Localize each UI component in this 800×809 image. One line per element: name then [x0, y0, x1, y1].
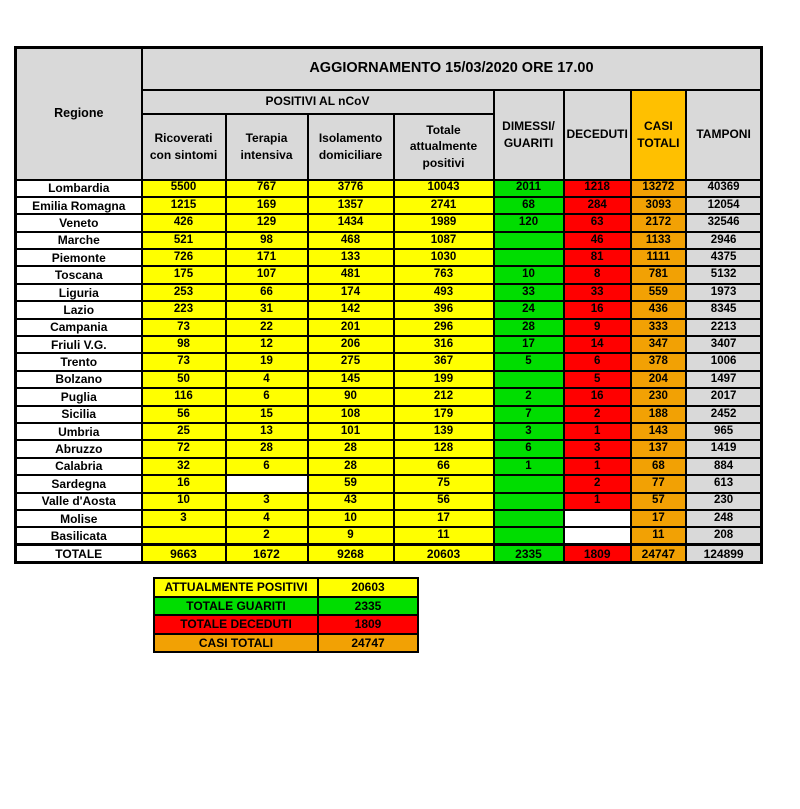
- summary-value: 24747: [318, 634, 418, 653]
- value-cell: 230: [686, 493, 762, 510]
- value-cell: 143: [631, 423, 686, 440]
- table-row: [16, 527, 762, 544]
- value-cell: 120: [494, 214, 564, 231]
- value-cell: [494, 232, 564, 249]
- table-row: [16, 301, 762, 318]
- value-cell: 10: [308, 510, 394, 527]
- value-cell: 2452: [686, 406, 762, 423]
- value-cell: 33: [564, 284, 631, 301]
- value-cell: 5: [494, 353, 564, 370]
- value-cell: 208: [686, 527, 762, 544]
- summary-value: 20603: [318, 578, 418, 597]
- value-cell: 28: [308, 458, 394, 475]
- value-cell: 116: [142, 388, 226, 405]
- table-row: [16, 249, 762, 266]
- value-cell: 396: [394, 301, 494, 318]
- table-row: [16, 232, 762, 249]
- value-cell: 98: [142, 336, 226, 353]
- value-cell: 3776: [308, 180, 394, 197]
- value-cell: 1357: [308, 197, 394, 214]
- value-cell: 3407: [686, 336, 762, 353]
- value-cell: 24: [494, 301, 564, 318]
- value-cell: 1809: [564, 545, 631, 563]
- totale-positivi-header: Totale attualmente positivi: [394, 114, 494, 180]
- table-row: [16, 284, 762, 301]
- table-body: [16, 180, 762, 563]
- value-cell: 28: [494, 319, 564, 336]
- value-cell: [494, 371, 564, 388]
- region-name: Veneto: [16, 214, 142, 231]
- value-cell: 16: [564, 388, 631, 405]
- table-row: [16, 319, 762, 336]
- value-cell: 171: [226, 249, 308, 266]
- value-cell: 75: [394, 475, 494, 492]
- value-cell: 2172: [631, 214, 686, 231]
- value-cell: 1133: [631, 232, 686, 249]
- value-cell: 9268: [308, 545, 394, 563]
- value-cell: 66: [226, 284, 308, 301]
- value-cell: 1: [564, 493, 631, 510]
- value-cell: 90: [308, 388, 394, 405]
- value-cell: [564, 527, 631, 544]
- value-cell: 1434: [308, 214, 394, 231]
- value-cell: 43: [308, 493, 394, 510]
- value-cell: 56: [142, 406, 226, 423]
- covid-region-table: [14, 46, 763, 564]
- value-cell: 1006: [686, 353, 762, 370]
- table-row: [16, 440, 762, 457]
- value-cell: 17: [394, 510, 494, 527]
- region-name: Campania: [16, 319, 142, 336]
- value-cell: 6: [494, 440, 564, 457]
- value-cell: 19: [226, 353, 308, 370]
- table-row: [16, 475, 762, 492]
- value-cell: 347: [631, 336, 686, 353]
- value-cell: 284: [564, 197, 631, 214]
- value-cell: 28: [308, 440, 394, 457]
- value-cell: 333: [631, 319, 686, 336]
- value-cell: 2335: [494, 545, 564, 563]
- value-cell: 1419: [686, 440, 762, 457]
- value-cell: 15: [226, 406, 308, 423]
- value-cell: 212: [394, 388, 494, 405]
- value-cell: 1218: [564, 180, 631, 197]
- table-row: [16, 406, 762, 423]
- table-row: [16, 266, 762, 283]
- table-row: [16, 371, 762, 388]
- value-cell: 128: [394, 440, 494, 457]
- value-cell: 2946: [686, 232, 762, 249]
- table-row: [16, 388, 762, 405]
- value-cell: 175: [142, 266, 226, 283]
- value-cell: 17: [494, 336, 564, 353]
- table-row: [16, 180, 762, 197]
- value-cell: 129: [226, 214, 308, 231]
- summary-row: [154, 578, 418, 597]
- value-cell: 275: [308, 353, 394, 370]
- value-cell: 2213: [686, 319, 762, 336]
- value-cell: 77: [631, 475, 686, 492]
- value-cell: 3093: [631, 197, 686, 214]
- value-cell: 521: [142, 232, 226, 249]
- table-header: [16, 48, 762, 180]
- value-cell: 25: [142, 423, 226, 440]
- value-cell: [494, 510, 564, 527]
- value-cell: 1111: [631, 249, 686, 266]
- value-cell: 613: [686, 475, 762, 492]
- value-cell: 98: [226, 232, 308, 249]
- value-cell: 223: [142, 301, 226, 318]
- value-cell: 13: [226, 423, 308, 440]
- value-cell: 10043: [394, 180, 494, 197]
- header-row-title: [16, 48, 762, 90]
- region-name: Puglia: [16, 388, 142, 405]
- value-cell: 107: [226, 266, 308, 283]
- deceduti-header: DECEDUTI: [564, 90, 631, 180]
- region-column-header: Regione: [16, 48, 142, 180]
- value-cell: 1: [494, 458, 564, 475]
- table-row: [16, 197, 762, 214]
- value-cell: 46: [564, 232, 631, 249]
- value-cell: 10: [494, 266, 564, 283]
- value-cell: 8345: [686, 301, 762, 318]
- value-cell: 296: [394, 319, 494, 336]
- value-cell: 436: [631, 301, 686, 318]
- value-cell: 73: [142, 353, 226, 370]
- summary-body: [154, 578, 418, 652]
- value-cell: 378: [631, 353, 686, 370]
- summary-label: CASI TOTALI: [154, 634, 318, 653]
- value-cell: 2: [564, 475, 631, 492]
- region-name: Piemonte: [16, 249, 142, 266]
- value-cell: 14: [564, 336, 631, 353]
- value-cell: 63: [564, 214, 631, 231]
- value-cell: 559: [631, 284, 686, 301]
- value-cell: 17: [631, 510, 686, 527]
- positivi-group-header: POSITIVI AL nCoV: [142, 90, 494, 114]
- region-name: Umbria: [16, 423, 142, 440]
- value-cell: 763: [394, 266, 494, 283]
- value-cell: 72: [142, 440, 226, 457]
- value-cell: 3: [142, 510, 226, 527]
- value-cell: 2: [226, 527, 308, 544]
- value-cell: 204: [631, 371, 686, 388]
- value-cell: 3: [564, 440, 631, 457]
- value-cell: 767: [226, 180, 308, 197]
- value-cell: 199: [394, 371, 494, 388]
- value-cell: 5: [564, 371, 631, 388]
- value-cell: 2011: [494, 180, 564, 197]
- terapia-intensiva-header: Terapia intensiva: [226, 114, 308, 180]
- value-cell: 33: [494, 284, 564, 301]
- value-cell: 2017: [686, 388, 762, 405]
- table-row: [16, 336, 762, 353]
- value-cell: 40369: [686, 180, 762, 197]
- region-name: Lombardia: [16, 180, 142, 197]
- region-name: Toscana: [16, 266, 142, 283]
- value-cell: 781: [631, 266, 686, 283]
- value-cell: 28: [226, 440, 308, 457]
- value-cell: 13272: [631, 180, 686, 197]
- value-cell: 4: [226, 510, 308, 527]
- value-cell: 468: [308, 232, 394, 249]
- value-cell: 179: [394, 406, 494, 423]
- value-cell: 10: [142, 493, 226, 510]
- value-cell: [226, 475, 308, 492]
- region-name: Abruzzo: [16, 440, 142, 457]
- value-cell: 1087: [394, 232, 494, 249]
- value-cell: 11: [631, 527, 686, 544]
- region-name: Bolzano: [16, 371, 142, 388]
- value-cell: 24747: [631, 545, 686, 563]
- value-cell: [564, 510, 631, 527]
- value-cell: 139: [394, 423, 494, 440]
- value-cell: 11: [394, 527, 494, 544]
- page: [0, 46, 800, 809]
- value-cell: 68: [494, 197, 564, 214]
- value-cell: 248: [686, 510, 762, 527]
- value-cell: 1: [564, 458, 631, 475]
- region-name: Sicilia: [16, 406, 142, 423]
- value-cell: [494, 475, 564, 492]
- summary-box: [153, 577, 419, 653]
- value-cell: 9663: [142, 545, 226, 563]
- summary-row: [154, 615, 418, 634]
- region-name: Trento: [16, 353, 142, 370]
- summary-label: TOTALE GUARITI: [154, 597, 318, 616]
- value-cell: 965: [686, 423, 762, 440]
- value-cell: 316: [394, 336, 494, 353]
- value-cell: 9: [308, 527, 394, 544]
- value-cell: 3: [226, 493, 308, 510]
- summary-value: 2335: [318, 597, 418, 616]
- value-cell: 4: [226, 371, 308, 388]
- value-cell: 101: [308, 423, 394, 440]
- value-cell: [494, 493, 564, 510]
- value-cell: [494, 527, 564, 544]
- value-cell: [494, 249, 564, 266]
- value-cell: 230: [631, 388, 686, 405]
- region-name: Calabria: [16, 458, 142, 475]
- casi-totali-header: CASI TOTALI: [631, 90, 686, 180]
- value-cell: 108: [308, 406, 394, 423]
- table-row: [16, 458, 762, 475]
- value-cell: 2: [494, 388, 564, 405]
- value-cell: 66: [394, 458, 494, 475]
- value-cell: 56: [394, 493, 494, 510]
- value-cell: 2: [564, 406, 631, 423]
- region-name: Emilia Romagna: [16, 197, 142, 214]
- value-cell: 73: [142, 319, 226, 336]
- value-cell: 1030: [394, 249, 494, 266]
- region-name: Friuli V.G.: [16, 336, 142, 353]
- covid-table-container: [14, 46, 800, 653]
- value-cell: 206: [308, 336, 394, 353]
- value-cell: 5500: [142, 180, 226, 197]
- value-cell: 12054: [686, 197, 762, 214]
- value-cell: 16: [142, 475, 226, 492]
- value-cell: 1497: [686, 371, 762, 388]
- value-cell: 493: [394, 284, 494, 301]
- region-name: Lazio: [16, 301, 142, 318]
- value-cell: 1989: [394, 214, 494, 231]
- region-name: Molise: [16, 510, 142, 527]
- value-cell: 726: [142, 249, 226, 266]
- tamponi-header: TAMPONI: [686, 90, 762, 180]
- value-cell: 174: [308, 284, 394, 301]
- value-cell: 6: [226, 458, 308, 475]
- value-cell: 6: [226, 388, 308, 405]
- total-row: [16, 545, 762, 563]
- region-name: Valle d'Aosta: [16, 493, 142, 510]
- region-name: Sardegna: [16, 475, 142, 492]
- table-row: [16, 214, 762, 231]
- table-row: [16, 423, 762, 440]
- value-cell: 201: [308, 319, 394, 336]
- region-name: Basilicata: [16, 527, 142, 544]
- value-cell: 253: [142, 284, 226, 301]
- value-cell: 1672: [226, 545, 308, 563]
- summary-row: [154, 597, 418, 616]
- value-cell: 188: [631, 406, 686, 423]
- value-cell: 133: [308, 249, 394, 266]
- value-cell: 1973: [686, 284, 762, 301]
- value-cell: 137: [631, 440, 686, 457]
- value-cell: 481: [308, 266, 394, 283]
- isolamento-header: Isolamento domiciliare: [308, 114, 394, 180]
- value-cell: 50: [142, 371, 226, 388]
- value-cell: 169: [226, 197, 308, 214]
- summary-label: TOTALE DECEDUTI: [154, 615, 318, 634]
- value-cell: 16: [564, 301, 631, 318]
- table-row: [16, 510, 762, 527]
- value-cell: 9: [564, 319, 631, 336]
- ricoverati-header: Ricoverati con sintomi: [142, 114, 226, 180]
- value-cell: 8: [564, 266, 631, 283]
- value-cell: 1215: [142, 197, 226, 214]
- value-cell: 426: [142, 214, 226, 231]
- value-cell: 32: [142, 458, 226, 475]
- dimessi-guariti-header: DIMESSI/ GUARITI: [494, 90, 564, 180]
- value-cell: 12: [226, 336, 308, 353]
- value-cell: 6: [564, 353, 631, 370]
- value-cell: 1: [564, 423, 631, 440]
- value-cell: 7: [494, 406, 564, 423]
- value-cell: 22: [226, 319, 308, 336]
- value-cell: 68: [631, 458, 686, 475]
- value-cell: 145: [308, 371, 394, 388]
- value-cell: 31: [226, 301, 308, 318]
- value-cell: 124899: [686, 545, 762, 563]
- value-cell: 3: [494, 423, 564, 440]
- value-cell: 57: [631, 493, 686, 510]
- value-cell: 367: [394, 353, 494, 370]
- value-cell: 59: [308, 475, 394, 492]
- value-cell: 4375: [686, 249, 762, 266]
- region-name: Liguria: [16, 284, 142, 301]
- value-cell: 81: [564, 249, 631, 266]
- value-cell: 20603: [394, 545, 494, 563]
- summary-row: [154, 634, 418, 653]
- value-cell: [142, 527, 226, 544]
- value-cell: 884: [686, 458, 762, 475]
- value-cell: 142: [308, 301, 394, 318]
- region-name: Marche: [16, 232, 142, 249]
- summary-value: 1809: [318, 615, 418, 634]
- value-cell: 2741: [394, 197, 494, 214]
- value-cell: 32546: [686, 214, 762, 231]
- summary-label: ATTUALMENTE POSITIVI: [154, 578, 318, 597]
- table-row: [16, 353, 762, 370]
- total-label: TOTALE: [16, 545, 142, 563]
- value-cell: 5132: [686, 266, 762, 283]
- table-row: [16, 493, 762, 510]
- update-title: AGGIORNAMENTO 15/03/2020 ORE 17.00: [142, 48, 762, 90]
